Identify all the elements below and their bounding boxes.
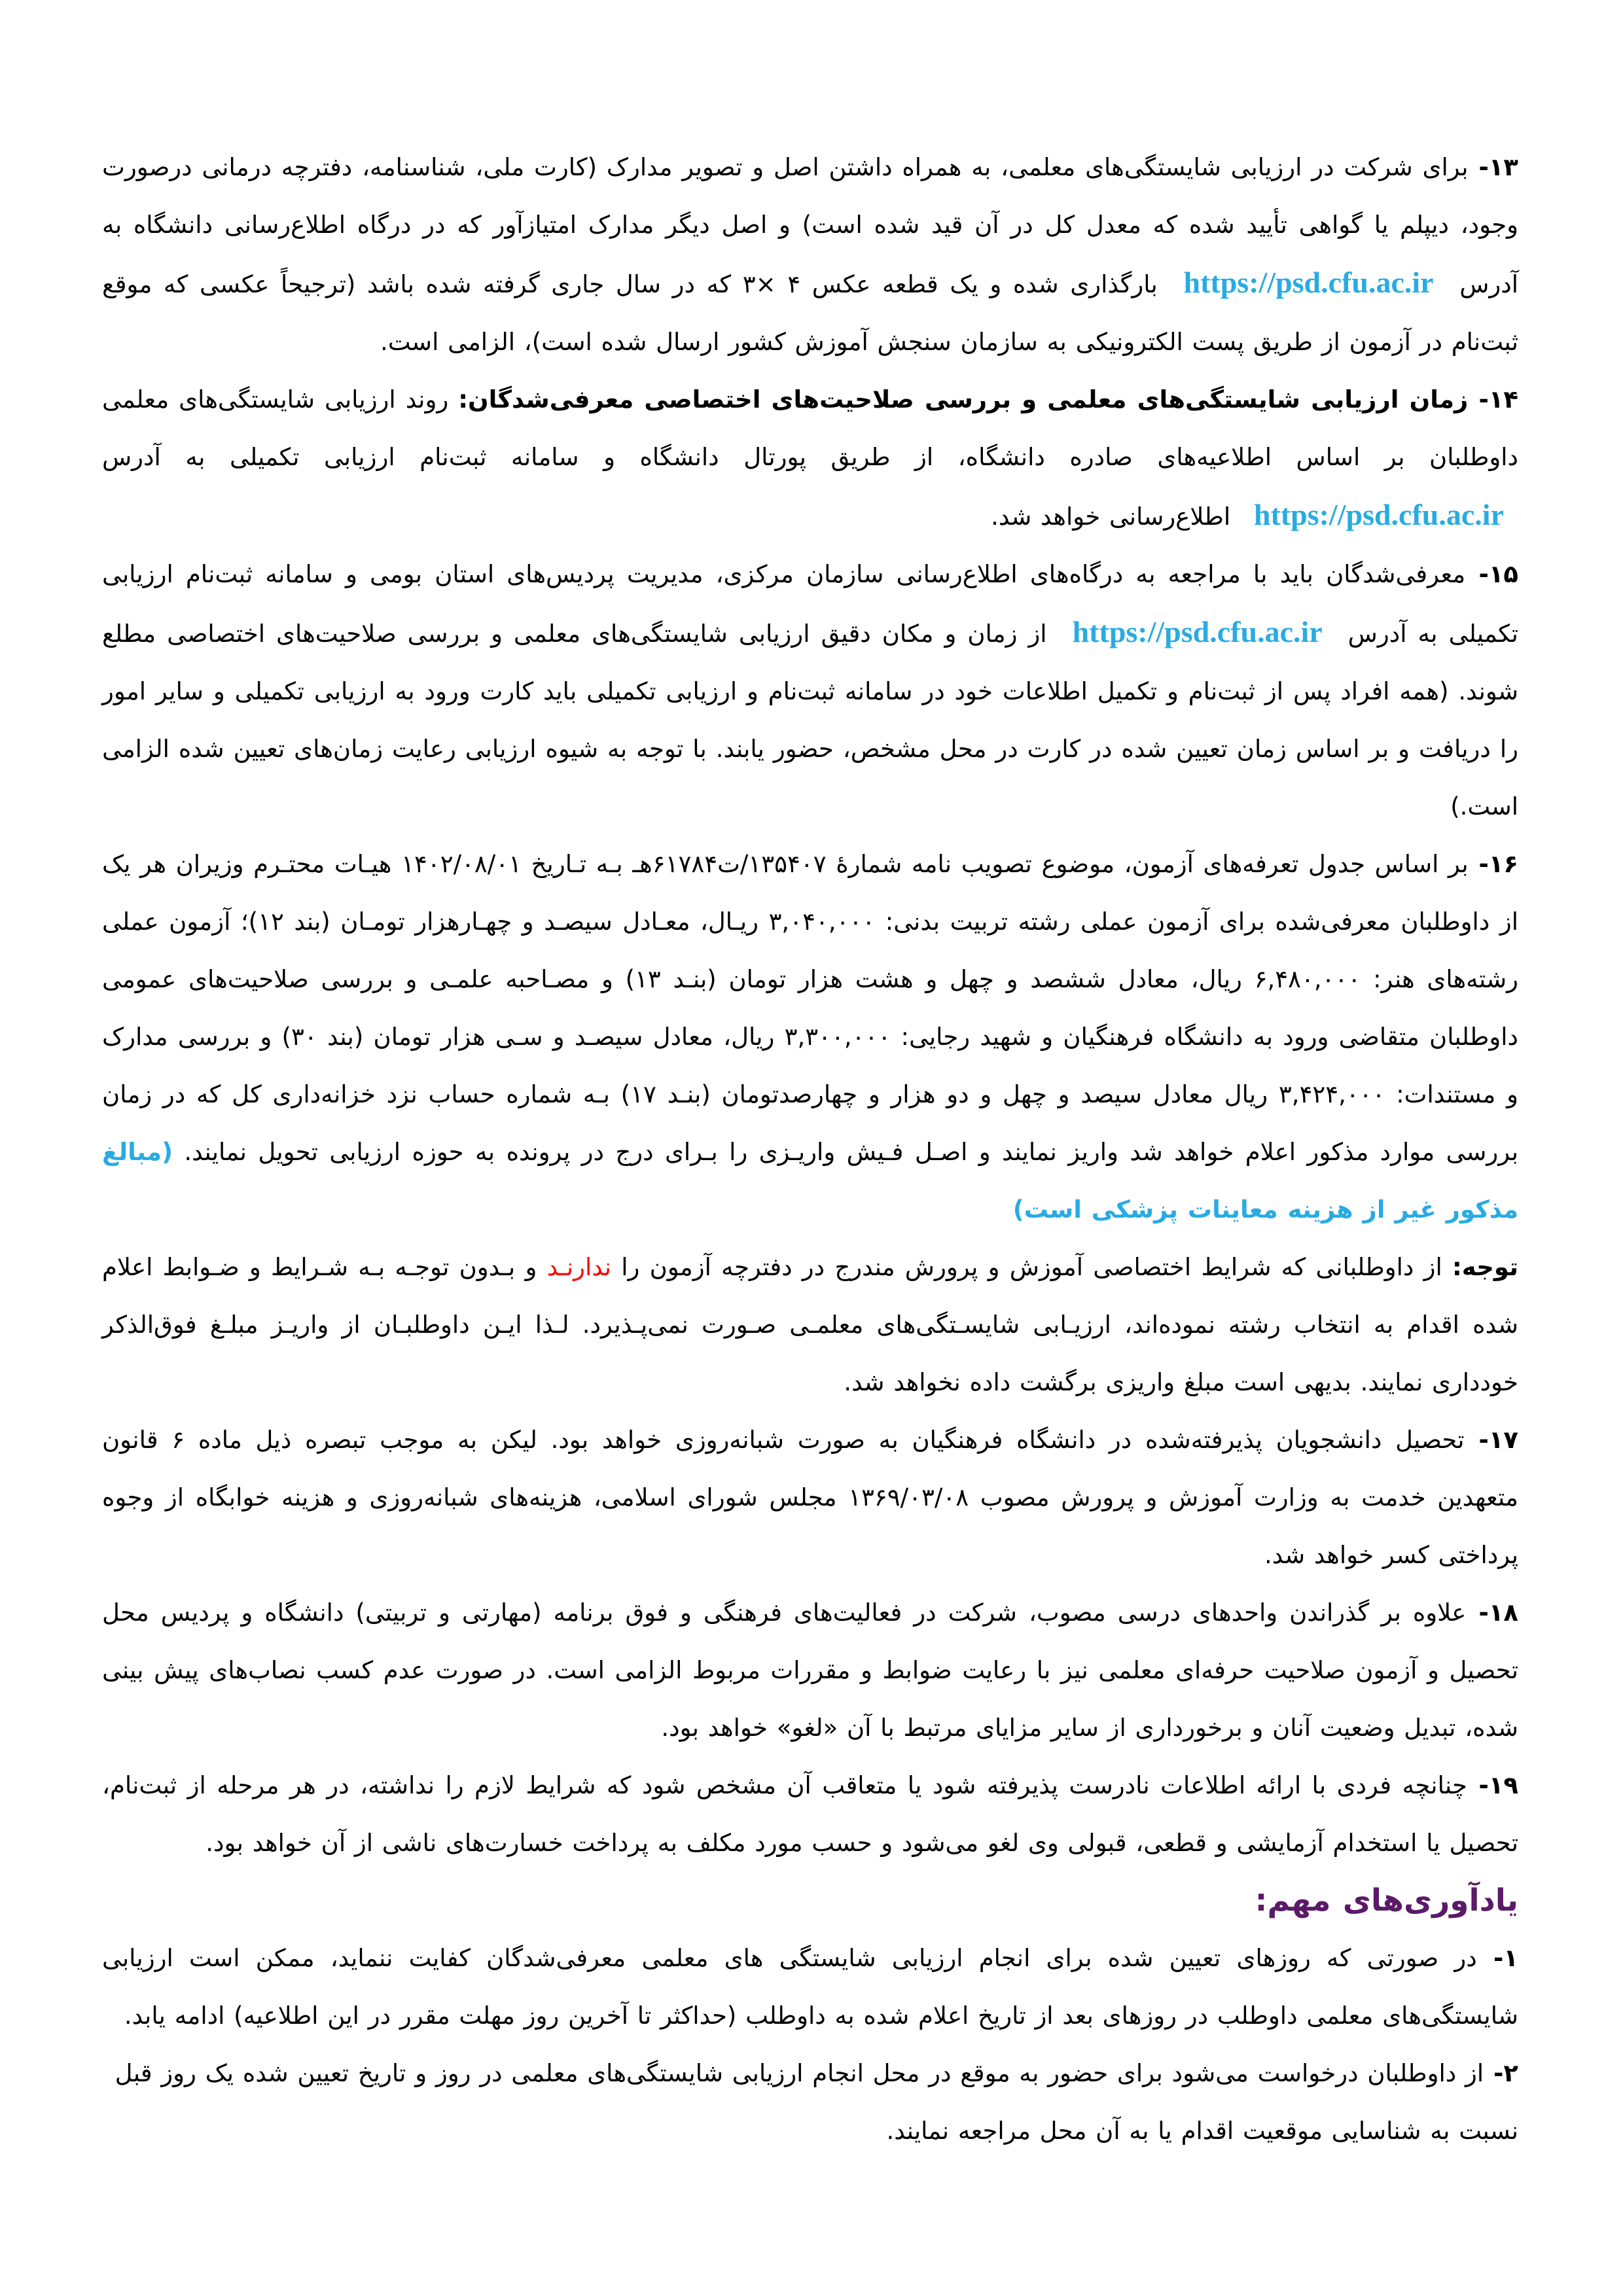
text-segment: بارگذاری شده و یک قطعه عکس ۴ ×۳ که در سال جاری گرفته شده باشد (ترجیحاً عکسی که موقع ثبت‌نام در آزمون از طریق پست الکترونیکی به سازمان سنجش آموزش کشور ارسال شده است)، الزامی است. bbox=[102, 270, 1518, 356]
bold-text: ۲- bbox=[1484, 2059, 1518, 2087]
text-segment: تحصیل دانشجویان پذیرفته‌شده در دانشگاه فرهنگیان به صورت شبانه‌روزی خواهد بود. لیکن به موجب تبصره ذیل ماده ۶ قانون متعهدین خدمت به وزارت آموزش و پرورش مصوب ۱۳۶۹/۰۳/۰۸ مجلس شورای اسلامی، هزینه‌های شبانه‌روزی و هزینه خوابگاه از وجوه پرداختی کسر خواهد شد. bbox=[102, 1426, 1518, 1569]
bold-text: ۱۳- bbox=[1468, 153, 1518, 181]
text-segment: روند ارزیابی شایستگی‌های معلمی داوطلبان بر اساس اطلاعیه‌های صادره دانشگاه، از طریق پورتال دانشگاه و سامانه ثبت‌نام ارزیابی تکمیلی به آدرس bbox=[102, 385, 1518, 471]
text-segment: اطلاع‌رسانی خواهد شد. bbox=[991, 503, 1240, 531]
paragraph-item-18 bbox=[102, 1584, 1518, 1757]
text-segment: در صورتی که روزهای تعیین شده برای انجام ارزیابی شایستگی های معلمی معرفی‌شدگان کفایت ننماید، ممکن است ارزیابی شایستگی‌های معلمی داوطلب در روزهای بعد از تاریخ اعلام شده به داوطلب (حداکثر تا آخرین روز مهلت مقرر در این اطلاعیه) ادامه یابد. bbox=[102, 1944, 1518, 2030]
paragraph-item-13 bbox=[102, 139, 1518, 371]
bold-text: ۱۸- bbox=[1466, 1598, 1518, 1627]
portal-link[interactable]: https://psd.cfu.ac.ir bbox=[1183, 266, 1434, 299]
paragraph-item-15 bbox=[102, 546, 1518, 836]
text-segment: از زمان و مکان دقیق ارزیابی شایستگی‌های معلمی و بررسی صلاحیت‌های اختصاصی مطلع شوند. (همه افراد پس از ثبت‌نام و تکمیل اطلاعات خود در سامانه ثبت‌نام و ارزیابی تکمیلی باید کارت ورود به ارزیابی تکمیلی و سایر امور را دریافت و بر اساس زمان تعیین شده در کارت در محل مشخص، حضور یابند. با توجه به شیوه ارزیابی رعایت زمان‌های تعیین شده الزامی است.) bbox=[102, 620, 1518, 821]
text-segment: از داوطلبان درخواست می‌شود برای حضور به موقع در محل انجام ارزیابی شایستگی‌های معلمی در روز و تاریخ تعیین شده یک روز قبل نسبت به شناسایی موقعیت اقدام یا به آن محل مراجعه نمایند. bbox=[115, 2059, 1518, 2145]
bold-text: ۱۹- bbox=[1467, 1771, 1519, 1799]
paragraph-reminders-heading bbox=[102, 1872, 1518, 1930]
text-segment: و بـدون توجـه بـه شـرایط و ضـوابط اعلام شده اقدام به انتخاب رشته نموده‌اند، ارزیـابی شایسـتگی‌های معلمـی صـورت نمی‌پـذیرد. لـذا ایـن داوطلبـان از واریـز مبلـغ فوق‌الذکر خودداری نمایند. بدیهی است مبلغ واریزی برگشت داده نخواهد شد. bbox=[102, 1253, 1518, 1396]
bold-text: ۱- bbox=[1476, 1944, 1518, 1972]
bold-text: ۱۶- bbox=[1468, 850, 1519, 878]
portal-link[interactable]: https://psd.cfu.ac.ir bbox=[1253, 498, 1504, 531]
paragraph-note-attention bbox=[102, 1239, 1518, 1411]
paragraph-reminder-1 bbox=[102, 1930, 1518, 2045]
text-segment: معرفی‌شدگان باید با مراجعه به درگاه‌های اطلاع‌رسانی سازمان مرکزی، مدیریت پردیس‌های استان بومی و سامانه ثبت‌نام ارزیابی تکمیلی به آدرس bbox=[102, 560, 1518, 648]
text-segment: چنانچه فردی با ارائه اطلاعات نادرست پذیرفته شود یا متعاقب آن مشخص شود که شرایط لازم را نداشته، در هر مرحله از ثبت‌نام، تحصیل یا استخدام آزمایشی و قطعی، قبولی وی لغو می‌شود و حسب مورد مکلف به پرداخت خسارت‌های ناشی از آن خواهد بود. bbox=[102, 1771, 1518, 1857]
bold-text: توجه: bbox=[1452, 1253, 1518, 1281]
bold-text: ۱۵- bbox=[1465, 560, 1518, 588]
portal-link[interactable]: https://psd.cfu.ac.ir bbox=[1072, 615, 1323, 648]
paragraph-item-19 bbox=[102, 1757, 1518, 1872]
paragraph-item-14 bbox=[102, 371, 1518, 546]
paragraph-reminder-2 bbox=[102, 2045, 1518, 2160]
text-segment: از داوطلبانی که شرایط اختصاصی آموزش و پرورش مندرج در دفترچه آزمون را bbox=[611, 1253, 1452, 1281]
paragraph-item-16 bbox=[102, 836, 1518, 1239]
paragraph-item-17 bbox=[102, 1411, 1518, 1584]
text-segment: برای شرکت در ارزیابی شایستگی‌های معلمی، به همراه داشتن اصل و تصویر مدارک (کارت ملی، شناسنامه، دفترچه درمانی درصورت وجود، دیپلم یا گواهی تأیید شده که معدل کل در آن قید شده است) و اصل دیگر مدارک امتیازآور که در درگاه اطلاع‌رسانی دانشگاه به آدرس bbox=[102, 153, 1518, 298]
bold-text: ۱۷- bbox=[1464, 1426, 1518, 1454]
bold-text: ۱۴- زمان ارزیابی شایستگی‌های معلمی و بررسی صلاحیت‌های اختصاصی معرفی‌شدگان: bbox=[458, 385, 1518, 414]
text-segment: بر اساس جدول تعرفه‌های آزمون، موضوع تصویب نامه شمارهٔ ۱۳۵۴۰۷/ت۶۱۷۸۴هـ بـه تـاریخ ۱۴۰۲/۰۸/۰۱ هیـات محتـرم وزیران هر یک از داوطلبان معرفی‌شده برای آزمون عملی رشته تربیت بدنی: ۳,۰۴۰,۰۰۰ ریـال، معـادل سیصـد و چهـارهزار تومـان (بند ۱۲)؛ آزمون عملی رشته‌های هنر: ۶,۴۸۰,۰۰۰ ریال، معادل ششصد و چهل و هشت هزار تومان (بنـد ۱۳) و مصـاحبه علمـی و بررسی صلاحیت‌های عمومی داوطلبان متقاضی ورود به دانشگاه فرهنگیان و شهید رجایی: ۳,۳۰۰,۰۰۰ ریال، معادل سیصـد و سـی هزار تومان (بند ۳۰) و بررسی مدارک و مستندات: ۳,۴۲۴,۰۰۰ ریال معادل سیصد و چهل و دو هزار و چهارصدتومان (بنـد ۱۷) بـه شماره حساب نزد خزانه‌داری کل که در زمان بررسی موارد مذکور اعلام خواهد شد واریز نمایند و اصـل فـیش واریـزی را بـرای درج در پرونده به حوزه ارزیابی تحویل نمایند. bbox=[102, 850, 1519, 1166]
warning-text: ندارنـد bbox=[546, 1253, 611, 1281]
document-content bbox=[102, 139, 1518, 2160]
bold-text: یادآوری‌های مهم: bbox=[1255, 1882, 1518, 1918]
text-segment: علاوه بر گذراندن واحدهای درسی مصوب، شرکت در فعالیت‌های فرهنگی و فوق برنامه (مهارتی و تربیتی) دانشگاه و پردیس محل تحصیل و آزمون صلاحیت حرفه‌ای معلمی نیز با رعایت ضوابط و مقررات مربوط الزامی است. در صورت عدم کسب نصاب‌های پیش بینی شده، تبدیل وضعیت آنان و برخورداری از سایر مزایای مرتبط با آن «لغو» خواهد بود. bbox=[102, 1598, 1518, 1742]
highlight-text: (مبالغ مذکور غیر از هزینه معاینات پزشکی است) bbox=[102, 1138, 1518, 1224]
